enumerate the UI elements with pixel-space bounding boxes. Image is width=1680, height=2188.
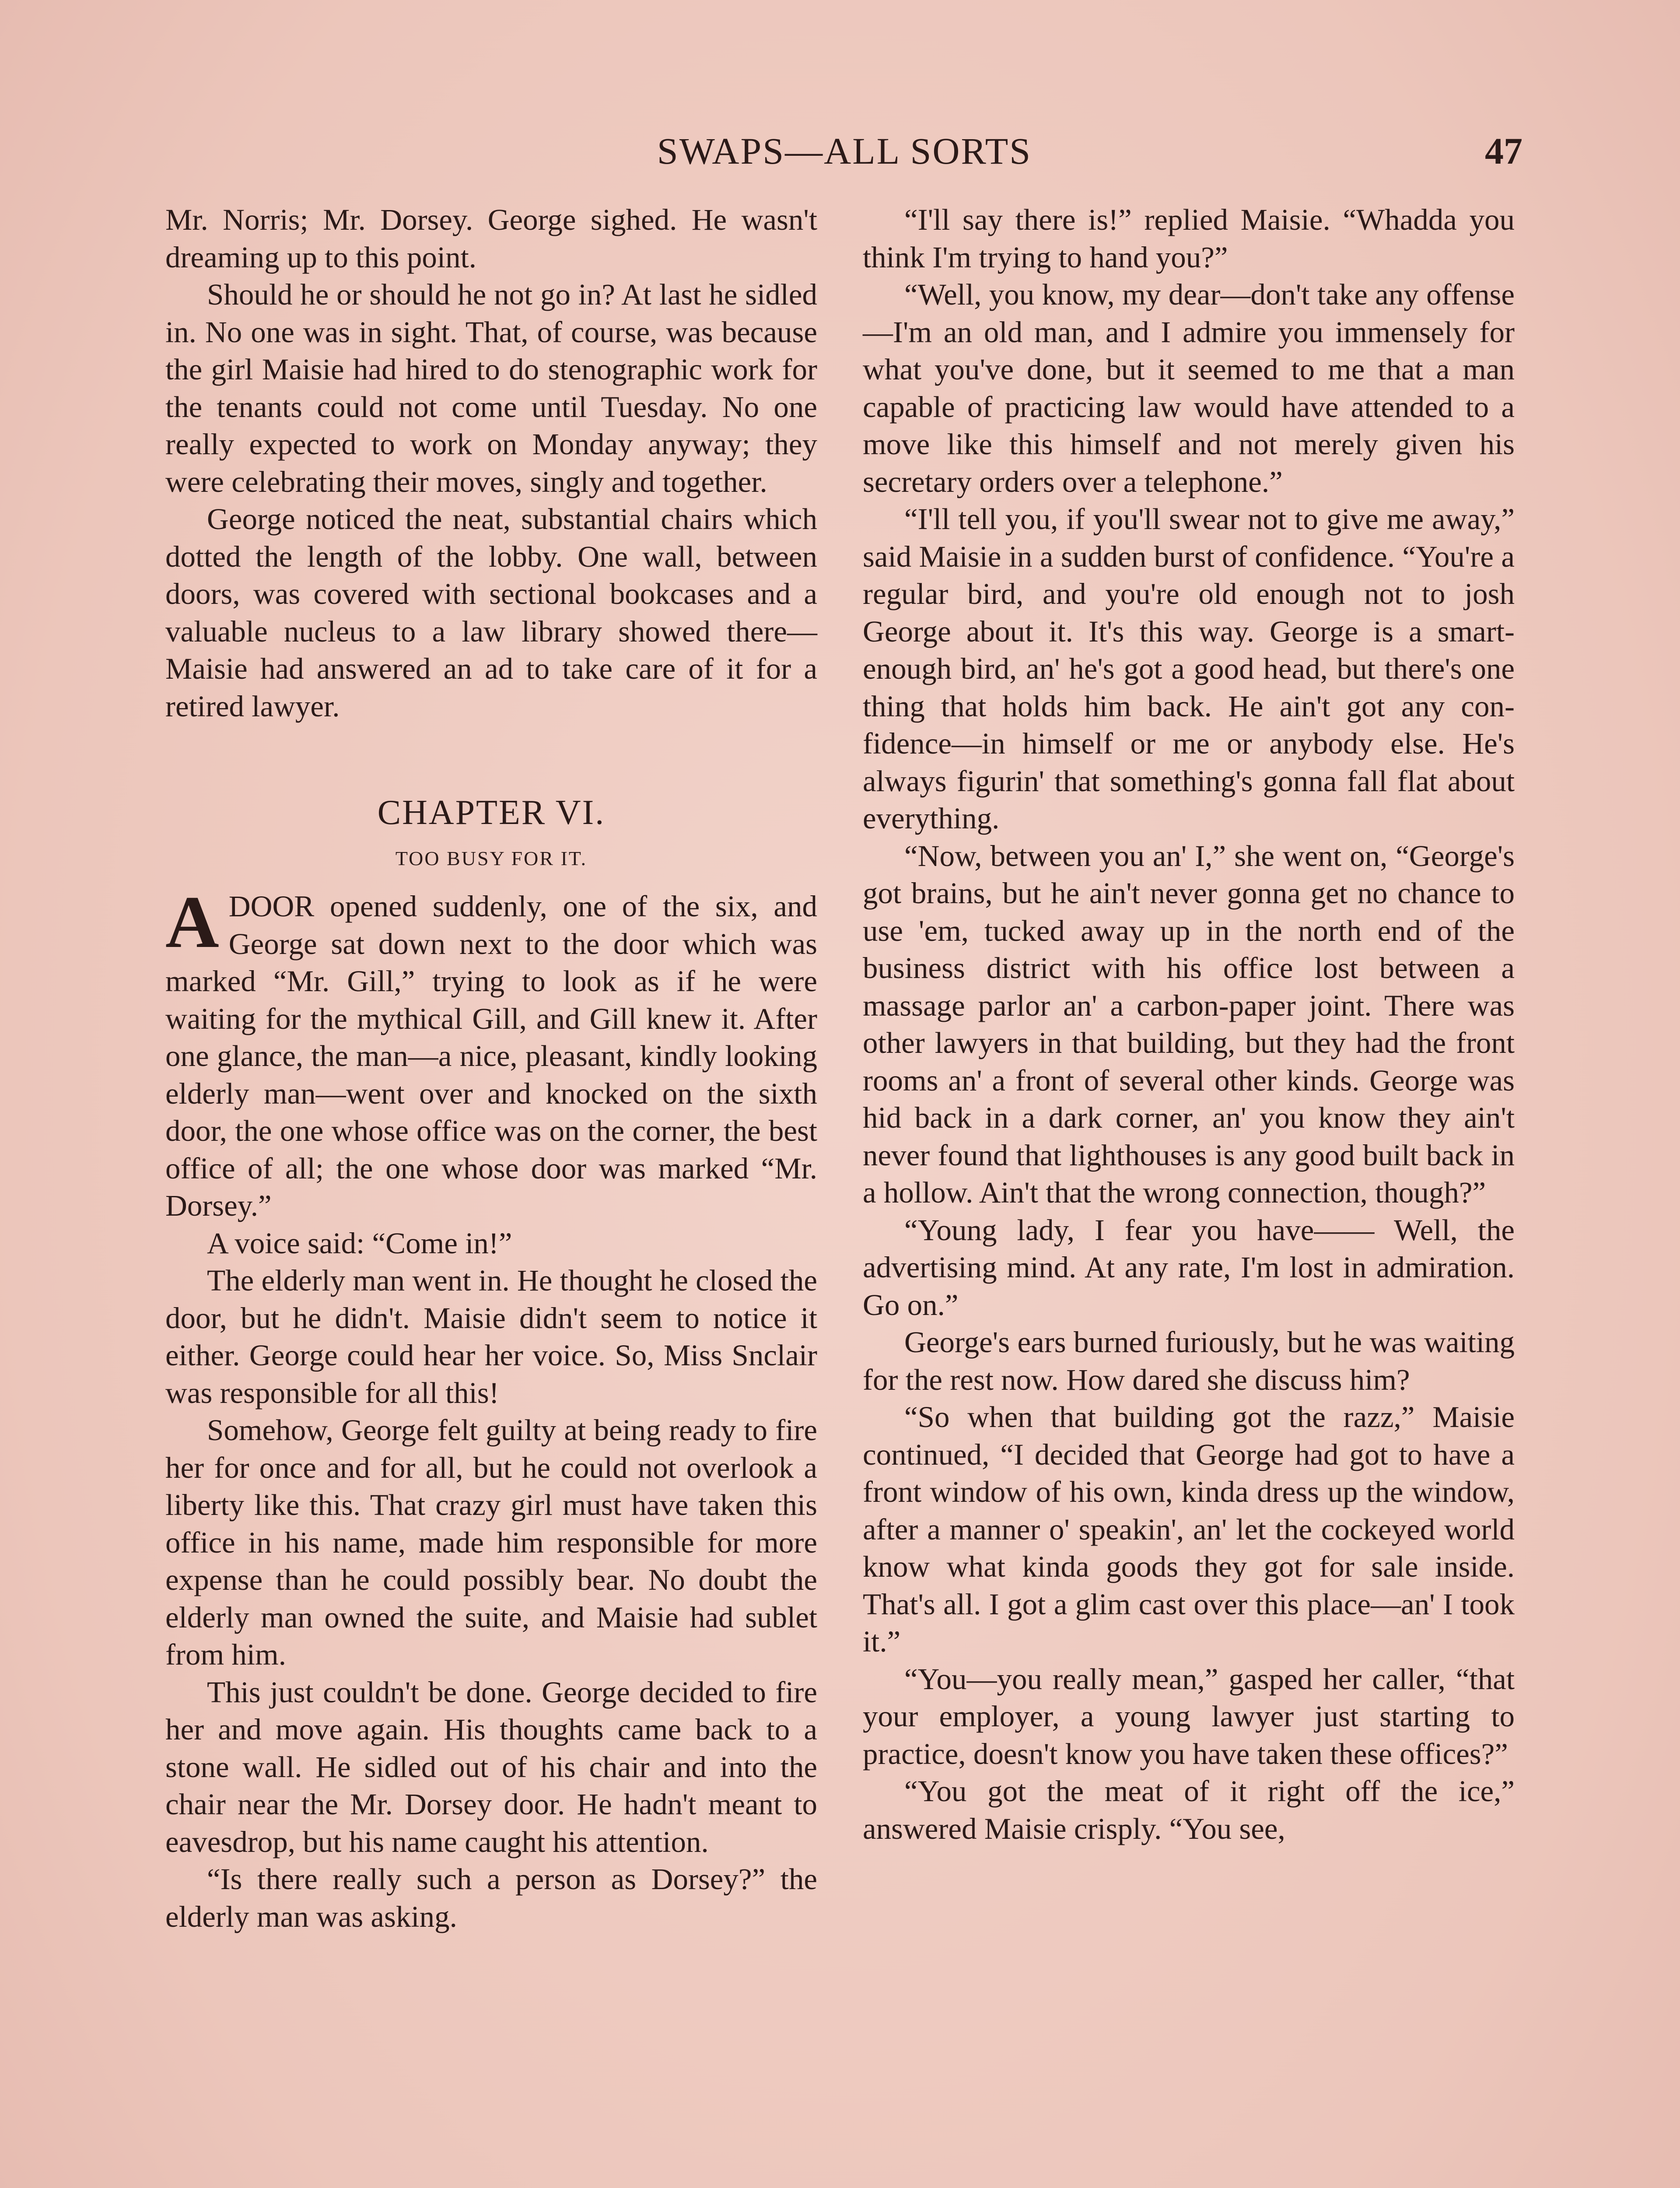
paragraph: George noticed the neat, substantial chairs which dotted the length of the lobby. One wall, between doors, was covered with sectional bookcases and a valuable nucleus to a law library showed there—Maisie had answered an ad to take care of it for a retired lawyer. — [165, 502, 817, 723]
paragraph: George's ears burned furiously, but he was waiting for the rest now. How dared she discuss him? — [863, 1325, 1515, 1396]
paragraph: Somehow, George felt guilty at being ready to fire her for once and for all, but he could not overlook a liberty like this. That crazy girl must have taken this office in his name, made him responsible for more expense than he could possibly bear. No doubt the elderly man owned the suite, and Maisie had sublet from him. — [165, 1413, 817, 1671]
paragraph: The elderly man went in. He thought he closed the door, but he didn't. Maisie didn't seem to notice it either. George could hear her voice. So, Miss Snclair was responsible for all this! — [165, 1264, 817, 1410]
paragraph: “Now, between you an' I,” she went on, “George's got brains, but he ain't never gonna get no chance to use 'em, tucked away up in the north end of the business district with his office lost between a massage parlor an' a carbon-paper joint. There was other lawyers in that building, but they had the front rooms an' a front of several other kinds. George was hid back in a dark corner, an' you know they ain't never found that lighthouses is any good built back in a hollow. Ain't that the wrong connection, though?” — [863, 839, 1515, 1209]
page-number: 47 — [1485, 130, 1522, 172]
paragraph: “Is there really such a person as Dorsey?” the elderly man was asking. — [165, 1862, 817, 1933]
paragraph: “Young lady, I fear you have—— Well, the advertising mind. At any rate, I'm lost in admiration. Go on.” — [863, 1213, 1515, 1322]
paragraph: “So when that building got the razz,” Maisie continued, “I decided that George had got to have a front window of his own, kinda dress up the window, after a manner o' speakin', an' let the cockeyed world know what kinda goods they got for sale inside. That's all. I got a glim cast over this place—an' I took it.” — [863, 1400, 1515, 1658]
paragraph: Should he or should he not go in? At last he sidled in. No one was in sight. That, of course, was because the girl Maisie had hired to do stenographic work for the tenants could not come until Tuesday. No one really expected to work on Monday anyway; they were celebrating their moves, singly and together. — [165, 278, 817, 498]
drop-cap: A — [165, 881, 219, 963]
paragraph: “Well, you know, my dear—don't take any offense—I'm an old man, and I admire you immensely for what you've done, but it seemed to me that a man capable of practicing law would have attended to a move like this himself and not merely given his secretary orders over a telephone.” — [863, 278, 1515, 498]
running-title: SWAPS—ALL SORTS — [657, 130, 1032, 172]
paragraph: A voice said: “Come in!” — [207, 1226, 512, 1260]
paragraph: Mr. Norris; Mr. Dorsey. George sighed. He wasn't dreaming up to this point. — [165, 203, 817, 274]
paragraph: “I'll say there is!” replied Maisie. “Whadda you think I'm trying to hand you?” — [863, 203, 1515, 274]
right-column — [863, 201, 1515, 1848]
paragraph: “I'll tell you, if you'll swear not to give me away,” said Maisie in a sudden burst of confidence. “You're a regular bird, and you're old enough not to josh George about it. It's this way. George is a smart-enough bird, an' he's got a good head, but there's one thing that holds him back. He ain't got any confidence—in himself or me or anybody else. He's always figurin' that something's gonna fall flat about everything. — [863, 502, 1515, 835]
chapter-opening-paragraph — [165, 881, 817, 1225]
paragraph: “You got the meat of it right off the ice,” answered Maisie crisply. “You see, — [863, 1774, 1515, 1845]
paragraph: This just couldn't be done. George decided to fire her and move again. His thoughts came back to a stone wall. He sidled out of his chair and into the chair near the Mr. Dorsey door. He hadn't meant to eavesdrop, but his name caught his attention. — [165, 1675, 817, 1858]
lead-word: DOOR — [228, 890, 315, 923]
paragraph-text: opened suddenly, one of the six, and George sat down next to the door which was marked “Mr. Gill,” trying to look as if he were waiting for the mythical Gill, and Gill knew it. After one glance, the man—a nice, pleasant, kindly looking elderly man—went over and knocked on the sixth door, the one whose office was on the corner, the best office of all; the one whose door was marked “Mr. Dorsey.” — [165, 890, 817, 1222]
chapter-title: CHAPTER VI. — [377, 793, 606, 832]
running-header — [166, 127, 1522, 175]
left-column — [165, 201, 817, 1936]
chapter-subtitle: TOO BUSY FOR IT. — [395, 847, 588, 870]
paragraph: “You—you really mean,” gasped her caller, “that your employer, a young lawyer just starting to practice, doesn't know you have taken these offices?” — [863, 1662, 1515, 1771]
